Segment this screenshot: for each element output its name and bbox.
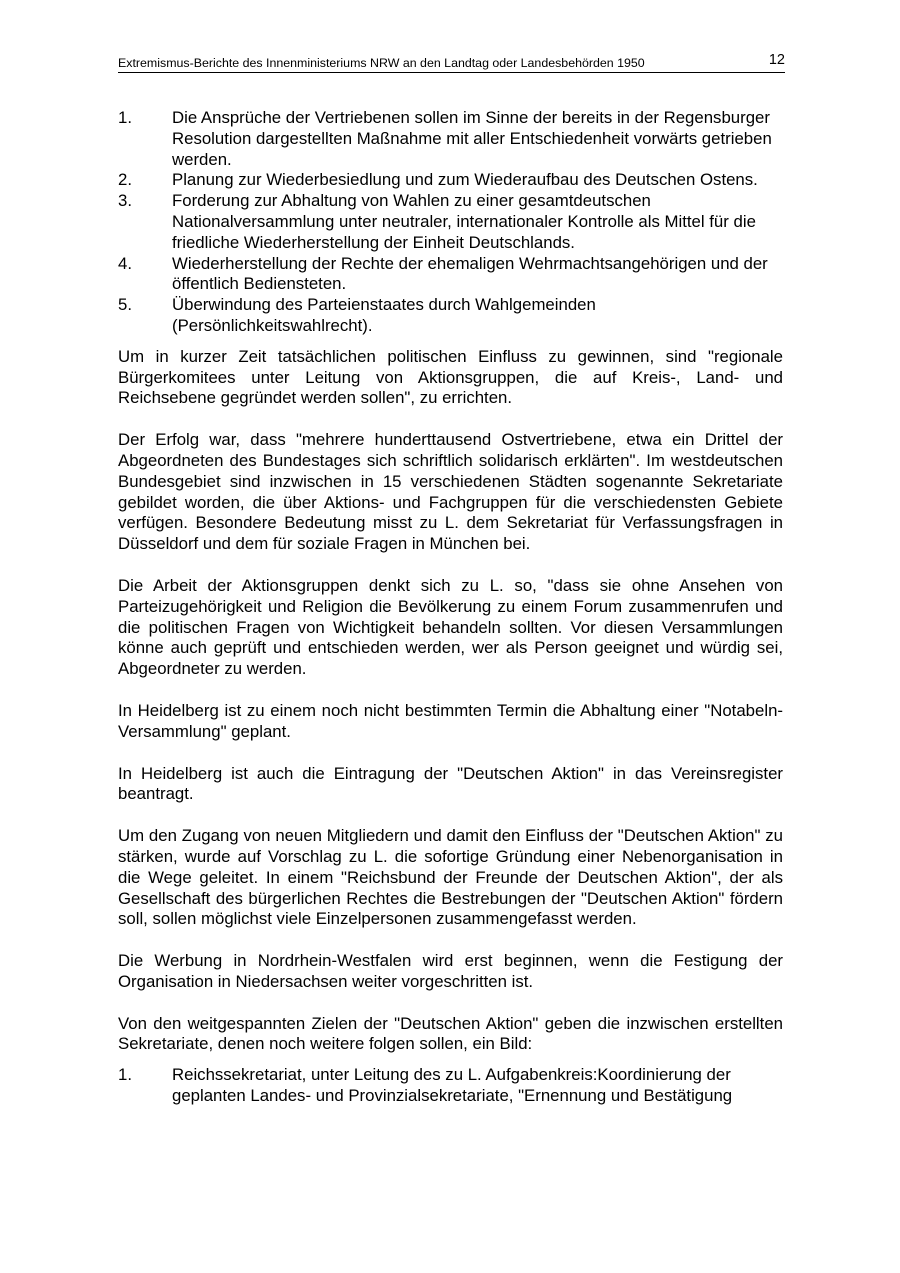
list-item [118, 108, 783, 170]
secretariats-list [118, 1065, 783, 1107]
list-item [118, 170, 783, 191]
paragraph-influence: Um in kurzer Zeit tatsächlichen politischen Einfluss zu gewinnen, sind "regionale Bürgerkomitees unter Leitung von Aktionsgruppen, die auf Kreis-, Land- und Reichsebene gegründet werden sollen", zu errichten. [118, 346, 783, 408]
list-item [118, 295, 783, 337]
list-item [118, 254, 783, 296]
list-item-number: 4. [118, 253, 132, 273]
paragraph-recruitment-nrw: Die Werbung in Nordrhein-Westfalen wird erst beginnen, wenn die Festigung der Organisation in Niedersachsen weiter vorgeschritten ist. [118, 951, 783, 991]
header-title: Extremismus-Berichte des Innenministeriums NRW an den Landtag oder Landesbehörden 1950 [118, 56, 645, 70]
demands-list [118, 108, 783, 337]
list-item-text: Wiederherstellung der Rechte der ehemaligen Wehrmachtsangehörigen und der öffentlich Bediensteten. [172, 253, 768, 294]
paragraph-success: Der Erfolg war, dass "mehrere hunderttausend Ostvertriebene, etwa ein Drittel der Abgeordneten des Bundestages sich schriftlich solidarisch erklärten". Im westdeutschen Bundesgebiet sind inzwischen in 15 verschiedenen Städten sogenannte Sekretariate gebildet worden, die über Aktions- und Fachgruppen für die verschiedensten Gebiete verfügen. Besondere Bedeutung misst zu L. dem Sekretariat für Verfassungsfragen in Düsseldorf und dem für soziale Fragen in München bei. [118, 430, 783, 554]
list-item-text: Die Ansprüche der Vertriebenen sollen im Sinne der bereits in der Regensburger Resolution dargestellten Maßnahme mit aller Entschiedenheit vorwärts getrieben werden. [172, 108, 772, 169]
list-item-text: Planung zur Wiederbesiedlung und zum Wiederaufbau des Deutschen Ostens. [172, 170, 758, 190]
list-item-text: Forderung zur Abhaltung von Wahlen zu einer gesamtdeutschen Nationalversammlung unter neutraler, internationaler Kontrolle als Mittel für die friedliche Wiederherstellung der Einheit Deutschlands. [172, 191, 756, 252]
list-item-text: Reichssekretariat, unter Leitung des zu L. Aufgabenkreis:Koordinierung der geplanten Landes- und Provinzialsekretariate, "Ernennung und Bestätigung [172, 1065, 733, 1106]
list-item-text: Überwindung des Parteienstaates durch Wahlgemeinden (Persönlichkeitswahlrecht). [172, 295, 596, 335]
paragraph-subsidiary-organisation: Um den Zugang von neuen Mitgliedern und damit den Einfluss der "Deutschen Aktion" zu stärken, wurde auf Vorschlag zu L. die sofortige Gründung einer Nebenorganisation in die Wege geleitet. In einem "Reichsbund der Freunde der Deutschen Aktion", der als Gesellschaft des bürgerlichen Rechtes die Bestrebungen der "Deutschen Aktion" fördern soll, sollen möglichst viele Einzelpersonen zusammengefasst werden. [118, 826, 783, 929]
page-header [118, 54, 785, 73]
list-item [118, 191, 783, 253]
list-item-number: 3. [118, 191, 132, 211]
document-body [118, 108, 783, 1107]
list-item-number: 2. [118, 170, 132, 190]
paragraph-register: In Heidelberg ist auch die Eintragung der "Deutschen Aktion" in das Vereinsregister beantragt. [118, 763, 783, 804]
list-item-number: 1. [118, 108, 132, 127]
paragraph-action-groups: Die Arbeit der Aktionsgruppen denkt sich zu L. so, "dass sie ohne Ansehen von Parteizugehörigkeit und Religion die Bevölkerung zu einem Forum zusammenrufen und die politischen Fragen von Wichtigkeit behandeln sollten. Vor diesen Versammlungen könne auch geprüft und entschieden werden, wer als Person geeignet und würdig sei, Abgeordneter zu werden. [118, 575, 783, 679]
paragraph-secretariats-intro: Von den weitgespannten Zielen der "Deutschen Aktion" geben die inzwischen erstellten Sekretariate, denen noch weitere folgen sollen, ein Bild: [118, 1013, 783, 1054]
list-item-number: 5. [118, 295, 132, 315]
paragraph-notables-assembly: In Heidelberg ist zu einem noch nicht bestimmten Termin die Abhaltung einer "Notabeln-Versammlung" geplant. [118, 700, 783, 741]
page-number: 12 [768, 52, 785, 68]
list-item [118, 1065, 783, 1107]
list-item-number: 1. [118, 1065, 132, 1085]
